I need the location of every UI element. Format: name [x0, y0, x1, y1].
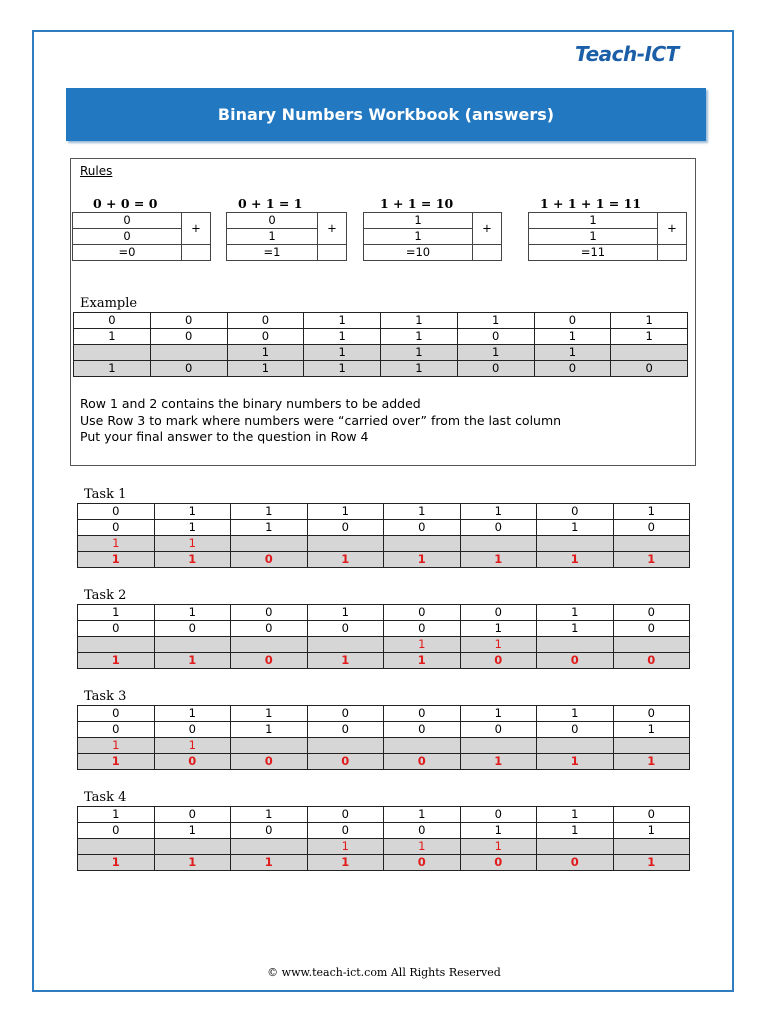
grid-cell: 1	[534, 345, 611, 361]
grid-cell: 1	[457, 313, 534, 329]
rule-table	[363, 212, 502, 261]
rule-result: =10	[364, 245, 473, 261]
grid-cell	[611, 345, 688, 361]
grid-cell: 1	[381, 361, 458, 377]
grid-cell: 0	[150, 361, 227, 377]
grid-cell	[307, 738, 384, 754]
grid-cell: 0	[613, 807, 690, 823]
grid-cell: 1	[460, 637, 537, 653]
rule-row1: 1	[529, 213, 658, 229]
rule-blank	[658, 245, 687, 261]
logo-text: Teach-ICT	[575, 42, 679, 66]
grid-cell: 0	[457, 361, 534, 377]
grid-cell: 0	[231, 552, 308, 568]
grid-cell: 1	[384, 807, 461, 823]
grid-cell: 0	[78, 520, 155, 536]
grid-cell	[231, 637, 308, 653]
rule-row1: 0	[73, 213, 182, 229]
grid-cell: 1	[613, 823, 690, 839]
answer-row	[74, 361, 688, 377]
grid-cell: 1	[460, 504, 537, 520]
grid-cell: 1	[613, 754, 690, 770]
grid-cell: 1	[74, 329, 151, 345]
grid-cell	[537, 637, 614, 653]
second-number-row	[78, 823, 690, 839]
second-number-row	[74, 329, 688, 345]
grid-cell: 0	[384, 621, 461, 637]
second-number-row	[78, 520, 690, 536]
grid-cell: 1	[231, 706, 308, 722]
grid-cell	[154, 839, 231, 855]
grid-cell: 0	[457, 329, 534, 345]
rule-row1: 0	[227, 213, 318, 229]
grid-cell: 0	[384, 722, 461, 738]
grid-cell: 1	[154, 605, 231, 621]
plus-sign: +	[658, 213, 687, 245]
rule-table	[528, 212, 687, 261]
grid-cell: 0	[227, 313, 304, 329]
grid-cell: 1	[460, 839, 537, 855]
grid-cell: 1	[227, 361, 304, 377]
grid-cell	[384, 536, 461, 552]
grid-cell: 0	[611, 361, 688, 377]
grid-cell: 1	[537, 552, 614, 568]
grid-cell: 1	[384, 653, 461, 669]
grid-cell: 1	[307, 605, 384, 621]
plus-sign: +	[473, 213, 502, 245]
grid-cell: 1	[154, 706, 231, 722]
grid-cell: 0	[154, 754, 231, 770]
grid-cell: 0	[307, 823, 384, 839]
grid-cell: 1	[154, 552, 231, 568]
carry-row	[78, 839, 690, 855]
grid-cell: 1	[460, 706, 537, 722]
grid-cell: 1	[304, 329, 381, 345]
grid-cell: 1	[613, 855, 690, 871]
grid-cell	[613, 637, 690, 653]
grid-cell: 1	[613, 504, 690, 520]
answer-row	[78, 552, 690, 568]
grid-cell: 1	[384, 552, 461, 568]
grid-cell: 0	[150, 313, 227, 329]
grid-cell: 1	[307, 653, 384, 669]
first-number-row	[78, 605, 690, 621]
rule-equation: 1 + 1 + 1 = 11	[540, 196, 642, 211]
explanation-line: Row 1 and 2 contains the binary numbers to be added	[80, 396, 421, 411]
rule-row2: 0	[73, 229, 182, 245]
title-banner	[66, 88, 706, 141]
grid-cell	[150, 345, 227, 361]
grid-cell: 0	[534, 361, 611, 377]
rule-row2: 1	[364, 229, 473, 245]
grid-cell: 1	[611, 329, 688, 345]
grid-cell: 1	[537, 706, 614, 722]
grid-cell: 0	[78, 621, 155, 637]
grid-cell: 1	[460, 754, 537, 770]
grid-cell: 1	[534, 329, 611, 345]
grid-cell: 1	[307, 855, 384, 871]
rule-row2: 1	[227, 229, 318, 245]
example-table	[73, 312, 688, 377]
grid-cell: 1	[78, 552, 155, 568]
grid-cell: 0	[613, 520, 690, 536]
grid-cell: 0	[231, 621, 308, 637]
grid-cell	[154, 637, 231, 653]
grid-cell: 1	[154, 855, 231, 871]
grid-cell	[78, 637, 155, 653]
grid-cell: 0	[78, 722, 155, 738]
grid-cell: 0	[307, 520, 384, 536]
grid-cell: 1	[78, 807, 155, 823]
grid-cell: 0	[384, 520, 461, 536]
grid-cell: 1	[154, 653, 231, 669]
grid-cell: 1	[537, 621, 614, 637]
rule-row1: 1	[364, 213, 473, 229]
rule-table	[226, 212, 347, 261]
grid-cell: 1	[78, 738, 155, 754]
grid-cell: 1	[537, 520, 614, 536]
grid-cell: 1	[304, 361, 381, 377]
grid-cell: 1	[78, 605, 155, 621]
grid-cell: 0	[537, 855, 614, 871]
task-table	[77, 503, 690, 568]
second-number-row	[78, 722, 690, 738]
rule-result: =0	[73, 245, 182, 261]
grid-cell: 0	[154, 621, 231, 637]
grid-cell: 1	[537, 807, 614, 823]
grid-cell	[537, 839, 614, 855]
grid-cell: 1	[231, 807, 308, 823]
grid-cell	[231, 839, 308, 855]
grid-cell: 0	[460, 653, 537, 669]
carry-row	[74, 345, 688, 361]
grid-cell: 1	[537, 605, 614, 621]
answer-row	[78, 754, 690, 770]
second-number-row	[78, 621, 690, 637]
page-title: Binary Numbers Workbook (answers)	[217, 105, 555, 124]
grid-cell: 0	[307, 754, 384, 770]
grid-cell: 0	[460, 605, 537, 621]
grid-cell: 0	[154, 722, 231, 738]
rule-equation: 0 + 1 = 1	[238, 196, 303, 211]
explanation	[80, 396, 561, 446]
grid-cell: 1	[231, 855, 308, 871]
grid-cell: 0	[537, 653, 614, 669]
grid-cell: 1	[460, 823, 537, 839]
rules-heading: Rules	[80, 164, 113, 178]
grid-cell: 0	[78, 823, 155, 839]
grid-cell: 1	[231, 520, 308, 536]
grid-cell	[231, 738, 308, 754]
grid-cell: 0	[74, 313, 151, 329]
grid-cell: 0	[150, 329, 227, 345]
carry-row	[78, 637, 690, 653]
grid-cell: 1	[227, 345, 304, 361]
grid-cell: 0	[537, 504, 614, 520]
grid-cell: 1	[381, 329, 458, 345]
grid-cell: 1	[613, 722, 690, 738]
grid-cell: 1	[307, 504, 384, 520]
grid-cell: 1	[231, 722, 308, 738]
grid-cell: 0	[613, 706, 690, 722]
first-number-row	[78, 504, 690, 520]
grid-cell: 0	[307, 706, 384, 722]
first-number-row	[78, 706, 690, 722]
grid-cell	[613, 738, 690, 754]
answer-row	[78, 653, 690, 669]
grid-cell	[231, 536, 308, 552]
grid-cell: 0	[613, 653, 690, 669]
grid-cell: 1	[231, 504, 308, 520]
grid-cell: 1	[78, 536, 155, 552]
grid-cell	[307, 536, 384, 552]
rule-result: =11	[529, 245, 658, 261]
task-label: Task 1	[84, 487, 127, 502]
grid-cell	[613, 839, 690, 855]
grid-cell: 1	[384, 839, 461, 855]
plus-sign: +	[182, 213, 211, 245]
grid-cell: 1	[154, 536, 231, 552]
rule-table	[72, 212, 211, 261]
grid-cell: 0	[384, 706, 461, 722]
grid-cell: 1	[78, 653, 155, 669]
grid-cell: 0	[384, 823, 461, 839]
grid-cell: 1	[304, 313, 381, 329]
grid-cell: 1	[74, 361, 151, 377]
task-label: Task 2	[84, 588, 127, 603]
grid-cell: 0	[307, 722, 384, 738]
grid-cell: 0	[231, 823, 308, 839]
grid-cell: 0	[460, 807, 537, 823]
rule-blank	[473, 245, 502, 261]
grid-cell: 1	[154, 823, 231, 839]
task-label: Task 4	[84, 790, 127, 805]
first-number-row	[74, 313, 688, 329]
grid-cell	[613, 536, 690, 552]
rule-result: =1	[227, 245, 318, 261]
grid-cell: 0	[154, 807, 231, 823]
task-table	[77, 604, 690, 669]
rule-equation: 1 + 1 = 10	[380, 196, 454, 211]
grid-cell: 0	[227, 329, 304, 345]
grid-cell: 1	[154, 520, 231, 536]
grid-cell	[460, 738, 537, 754]
grid-cell	[384, 738, 461, 754]
grid-cell: 1	[78, 754, 155, 770]
explanation-line: Put your final answer to the question in Row 4	[80, 429, 369, 444]
grid-cell	[74, 345, 151, 361]
grid-cell: 1	[154, 504, 231, 520]
grid-cell: 0	[537, 722, 614, 738]
grid-cell: 0	[460, 722, 537, 738]
plus-sign: +	[318, 213, 347, 245]
grid-cell: 0	[613, 621, 690, 637]
grid-cell: 0	[384, 754, 461, 770]
grid-cell: 1	[613, 552, 690, 568]
grid-cell: 1	[611, 313, 688, 329]
task-table	[77, 705, 690, 770]
grid-cell	[78, 839, 155, 855]
grid-cell: 1	[304, 345, 381, 361]
grid-cell: 1	[384, 637, 461, 653]
carry-row	[78, 738, 690, 754]
grid-cell: 1	[381, 313, 458, 329]
grid-cell: 1	[384, 504, 461, 520]
grid-cell: 0	[460, 855, 537, 871]
grid-cell: 0	[231, 754, 308, 770]
grid-cell: 1	[307, 839, 384, 855]
grid-cell: 1	[460, 552, 537, 568]
grid-cell: 0	[307, 621, 384, 637]
grid-cell: 0	[384, 855, 461, 871]
grid-cell: 1	[307, 552, 384, 568]
grid-cell	[460, 536, 537, 552]
carry-row	[78, 536, 690, 552]
answer-row	[78, 855, 690, 871]
grid-cell	[537, 536, 614, 552]
first-number-row	[78, 807, 690, 823]
grid-cell: 0	[460, 520, 537, 536]
rule-row2: 1	[529, 229, 658, 245]
rule-equation: 0 + 0 = 0	[93, 196, 158, 211]
grid-cell: 0	[78, 706, 155, 722]
rule-blank	[182, 245, 211, 261]
task-label: Task 3	[84, 689, 127, 704]
grid-cell: 1	[457, 345, 534, 361]
grid-cell	[307, 637, 384, 653]
example-label: Example	[80, 296, 138, 311]
grid-cell: 0	[307, 807, 384, 823]
grid-cell: 0	[534, 313, 611, 329]
grid-cell: 0	[384, 605, 461, 621]
grid-cell	[537, 738, 614, 754]
teach-ict-logo	[575, 40, 720, 74]
grid-cell: 0	[231, 605, 308, 621]
copyright-footer: © www.teach-ict.com All Rights Reserved	[267, 966, 501, 979]
grid-cell: 1	[78, 855, 155, 871]
grid-cell: 0	[613, 605, 690, 621]
grid-cell: 1	[381, 345, 458, 361]
grid-cell: 1	[537, 823, 614, 839]
grid-cell: 1	[154, 738, 231, 754]
grid-cell: 1	[460, 621, 537, 637]
grid-cell: 1	[537, 754, 614, 770]
grid-cell: 0	[231, 653, 308, 669]
task-table	[77, 806, 690, 871]
explanation-line: Use Row 3 to mark where numbers were “carried over” from the last column	[80, 412, 562, 428]
rule-blank	[318, 245, 347, 261]
grid-cell: 0	[78, 504, 155, 520]
